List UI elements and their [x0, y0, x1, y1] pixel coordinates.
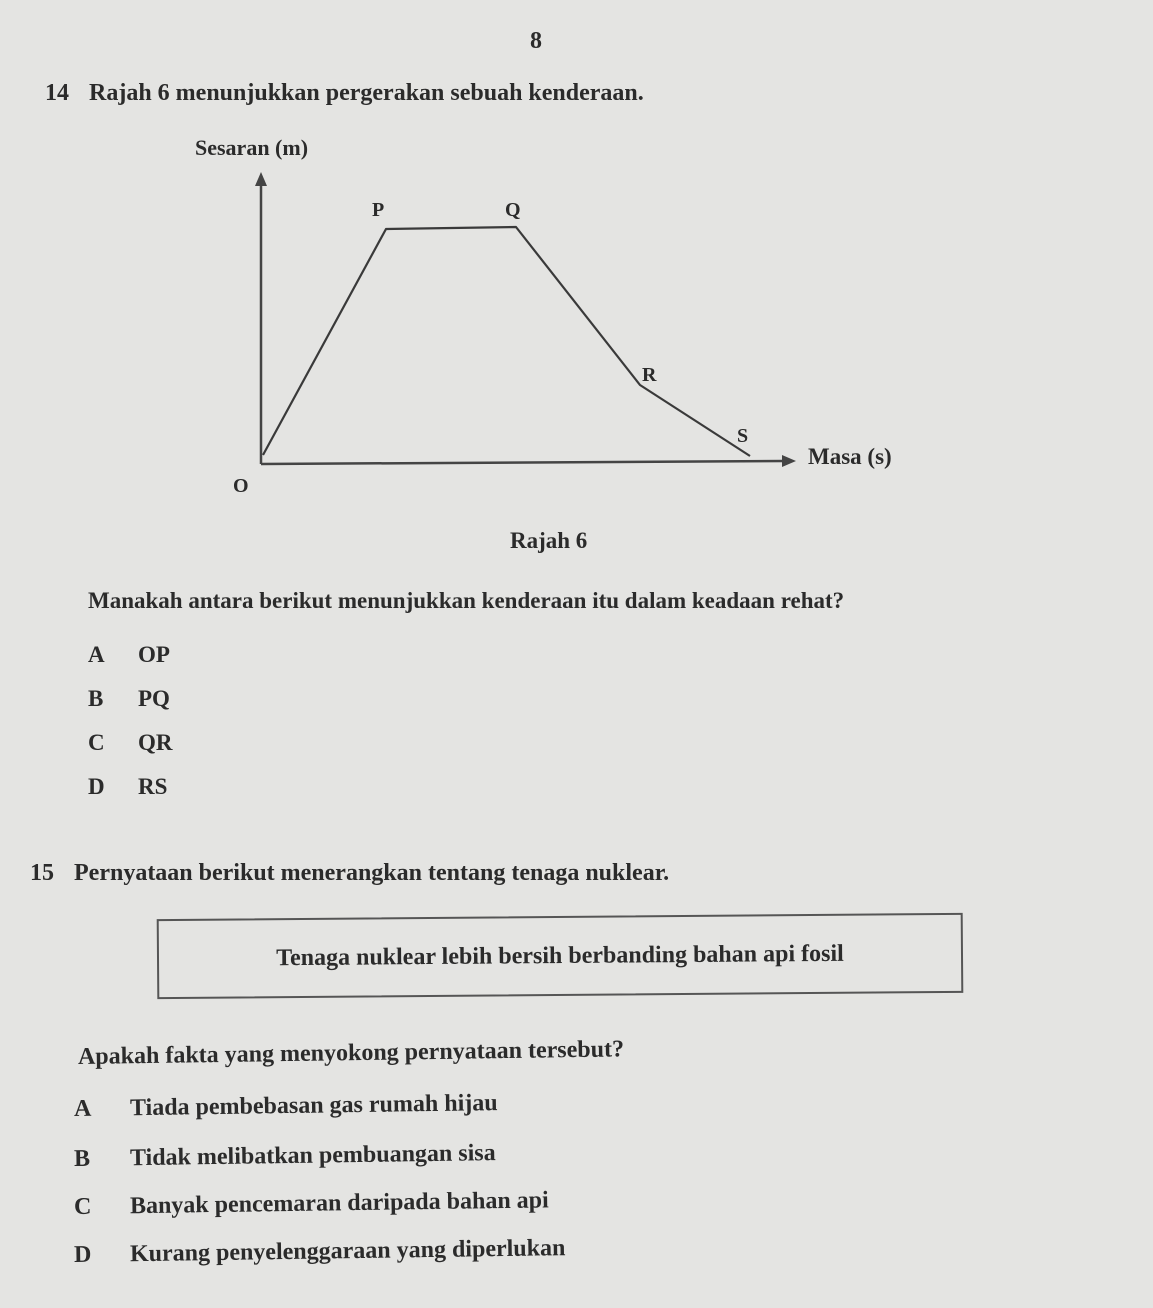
y-axis-arrowhead — [255, 172, 267, 186]
option-text: PQ — [138, 686, 170, 711]
option-letter: C — [88, 730, 105, 755]
point-label-p: P — [372, 199, 385, 221]
motion-path — [263, 227, 750, 456]
question-15-prompt — [30, 860, 669, 887]
y-axis-label: Sesaran (m) — [195, 135, 309, 160]
option-letter: B — [88, 686, 104, 711]
x-axis-arrowhead — [782, 455, 796, 467]
option-text: OP — [138, 642, 170, 667]
option-text: Tiada pembebasan gas rumah hijau — [129, 1090, 498, 1122]
question-prompt-text: Pernyataan berikut menerangkan tentang tenaga nuklear. — [74, 860, 670, 886]
option-c[interactable] — [88, 730, 173, 756]
displacement-time-graph — [0, 0, 1153, 560]
statement-text: Tenaga nuklear lebih bersih berbanding bahan api fosil — [276, 940, 844, 971]
option-b[interactable] — [88, 686, 170, 712]
point-label-r: R — [642, 364, 657, 386]
question-prompt-text: Rajah 6 menunjukkan pergerakan sebuah kenderaan. — [89, 80, 644, 106]
option-a[interactable] — [88, 642, 170, 668]
point-label-q: Q — [505, 199, 521, 221]
option-text: QR — [138, 730, 173, 755]
option-a[interactable] — [74, 1090, 498, 1123]
point-label-s: S — [737, 425, 749, 447]
statement-box — [157, 913, 964, 999]
figure-caption: Rajah 6 — [510, 528, 588, 553]
option-d[interactable] — [74, 1235, 566, 1269]
x-axis-label: Masa (s) — [808, 444, 892, 469]
option-letter: D — [73, 1241, 92, 1268]
option-letter: B — [73, 1145, 91, 1172]
option-text: Kurang penyelenggaraan yang diperlukan — [129, 1235, 566, 1268]
origin-label: O — [233, 475, 249, 497]
option-d[interactable] — [88, 774, 167, 800]
option-letter: C — [73, 1193, 92, 1220]
option-text: Banyak pencemaran daripada bahan api — [129, 1187, 549, 1220]
option-letter: A — [88, 642, 105, 667]
question-number: 15 — [30, 860, 54, 886]
x-axis — [261, 461, 785, 464]
question-15-text: Apakah fakta yang menyokong pernyataan tersebut? — [77, 1036, 625, 1070]
option-c[interactable] — [74, 1187, 549, 1221]
question-number: 14 — [45, 80, 69, 106]
option-letter: D — [88, 774, 105, 799]
option-letter: A — [73, 1095, 92, 1122]
option-b[interactable] — [74, 1140, 496, 1173]
option-text: Tidak melibatkan pembuangan sisa — [129, 1140, 496, 1172]
page-number: 8 — [530, 28, 542, 54]
option-text: RS — [138, 774, 168, 799]
question-14-text: Manakah antara berikut menunjukkan kenderaan itu dalam keadaan rehat? — [88, 588, 845, 613]
